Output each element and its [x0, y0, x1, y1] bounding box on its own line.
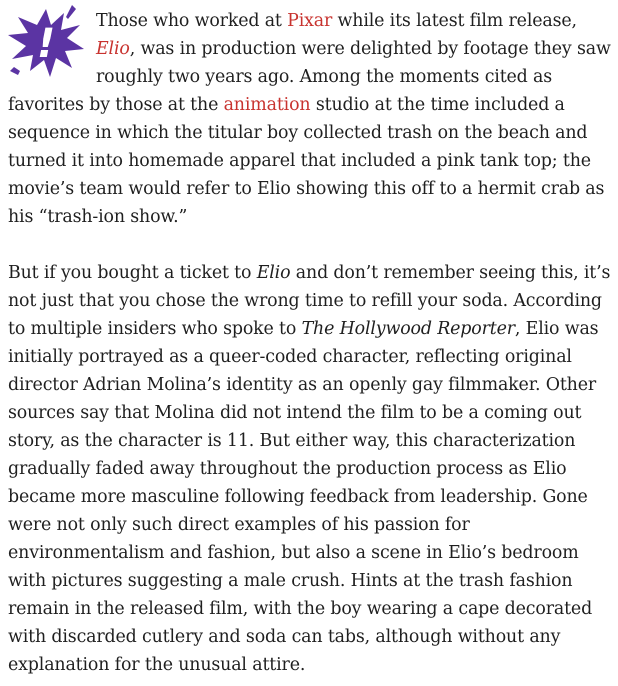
link-elio-label: Elio [96, 39, 130, 59]
link-animation[interactable]: animation [223, 95, 311, 115]
text: But if you bought a ticket to [8, 263, 257, 283]
text: while its latest film release, [332, 11, 577, 31]
text: , Elio was initially portrayed as a queer-coded character, reflecting original director Adrian Molina’s identity as an openly gay filmmaker. Other sources say that Molina did not intend the film to be a coming out story, as the character is 11. But either way, this characterization gradually faded away throughout the production process as Elio became more masculine following feedback from leadership. Gone were not only such direct examples of his passion for environmentalism and fashion, but also a scene in Elio’s bedroom with pictures suggesting a male crush. Hints at the trash fashion remain in the released film, with the boy wearing a cape decorated with discarded cutlery and soda can tabs, although without any explanation for the unusual attire. [8, 319, 599, 675]
link-pixar[interactable]: Pixar [287, 11, 333, 31]
paragraph-1 [8, 7, 614, 231]
burst-shape [6, 5, 86, 81]
link-elio[interactable] [96, 39, 130, 59]
publication-title: The Hollywood Reporter [301, 319, 515, 339]
burst-spike [66, 5, 76, 19]
text: studio at the time included a sequence in which the titular boy collected trash on the beach and turned it into homemade apparel that included a pink tank top; the movie’s team would refer to Elio showing this off to a hermit crab as his “trash-ion show.” [8, 95, 605, 227]
paragraph-2 [8, 259, 614, 679]
burst-spike [10, 67, 20, 75]
article-body [8, 7, 614, 679]
text: Those who worked at [96, 11, 288, 31]
burst-glyph: ! [36, 21, 56, 67]
text: and don’t remember seeing this, it’s not just that you chose the wrong time to refill your soda. According to multiple insiders who spoke to [8, 263, 611, 339]
film-title-elio: Elio [256, 263, 291, 283]
exclamation-burst-icon [6, 5, 86, 81]
text: , was in production were delighted by footage they saw roughly two years ago. Among the moments cited as favorites by those at the [8, 39, 611, 115]
